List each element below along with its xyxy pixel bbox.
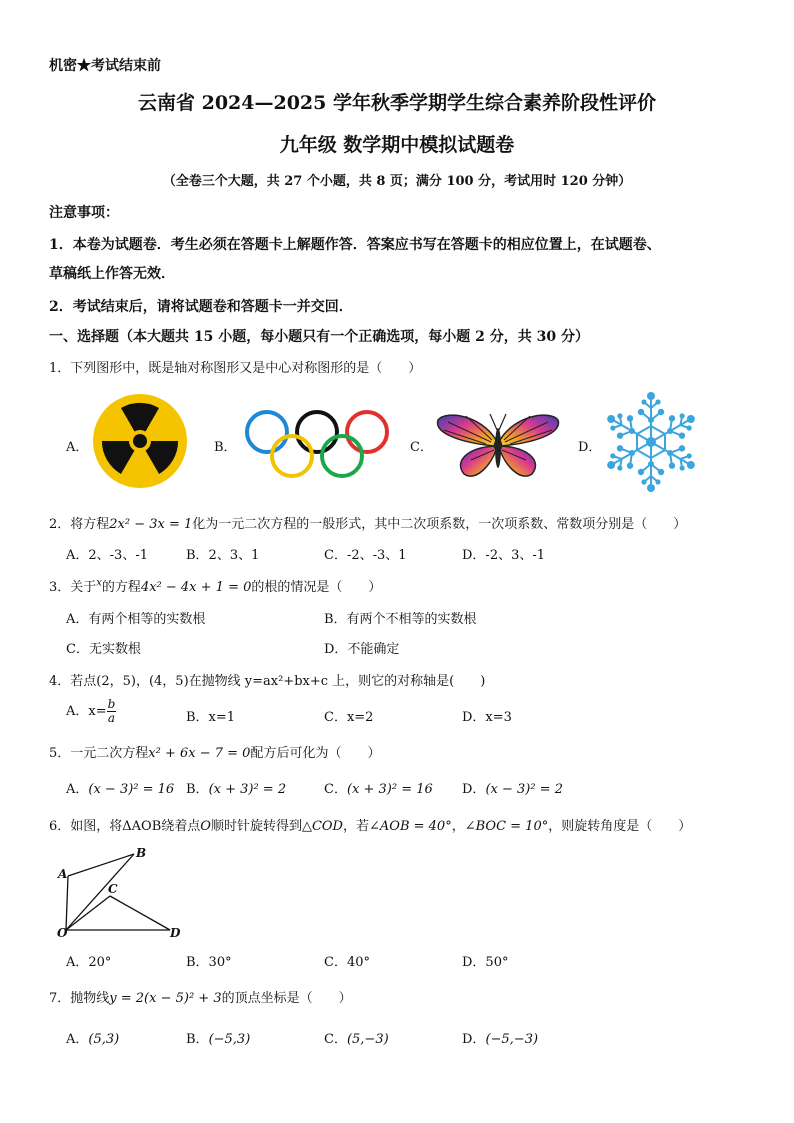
q3-equation: 4x² − 4x + 1 = 0 [140,580,252,595]
q7-stem-post: 的顶点坐标是（ ） [221,991,352,1006]
segment-oa [66,876,68,930]
q5-stem-post: 配方后可化为（ ） [250,746,381,761]
q2-option-a: A．2、-3、-1 [66,548,148,563]
q7-option-a-label: A． [66,1032,89,1047]
radiation-center [133,434,147,448]
q6-triangle-cod: △COD [301,819,343,834]
q3-option-d: D．不能确定 [324,642,400,657]
q2-option-c: C．-2、-3、1 [324,548,407,563]
butterfly-image [436,410,560,480]
q4-option-a-prefix: A．x= [66,704,107,719]
q1-option-d-label: D． [578,440,602,455]
q7-option-b-value: (−5,3) [208,1032,251,1047]
q7-option-c-value: (5,−3) [346,1032,389,1047]
fraction-denominator: a [107,711,116,725]
q7-stem-pre: 7．抛物线 [49,991,110,1006]
q3-stem-post: 的根的情况是（ ） [251,580,382,595]
rotation-figure [56,844,186,938]
label-c: C [108,882,118,896]
q4-option-c: C．x=2 [324,710,374,725]
q4-option-a [66,698,116,725]
q7-option-d-value: (−5,−3) [485,1032,539,1047]
label-a: A [58,867,68,881]
q4-stem: 4．若点(2，5)，(4，5)在抛物线 y=ax²+bx+c 上，则它的对称轴是( ) [49,674,486,689]
q1-stem: 1．下列图形中，既是轴对称图形又是中心对称图形的是（ ） [49,361,422,376]
ring-red [347,412,387,452]
q1-option-c-label: C． [410,440,433,455]
label-d: D [170,926,181,940]
q5-option-c-label: C． [324,782,347,797]
segment-cd [110,896,170,930]
q6-stem-mid2: ，若 [342,819,369,834]
q7-equation: y = 2(x − 5)² + 3 [109,991,222,1006]
q7-option-d-label: D． [462,1032,486,1047]
q3-option-a: A．有两个相等的实数根 [66,612,206,627]
q3-variable: x [96,577,102,589]
label-o: O [57,926,68,940]
q5-stem-pre: 5．一元二次方程 [49,746,149,761]
q6-stem [49,815,691,834]
ring-black [297,412,337,452]
ring-green [322,436,362,476]
q6-angle-boc: ∠BOC = 10° [464,819,549,834]
exam-title-line1: 云南省 2024—2025 学年秋季学期学生综合素养阶段性评价 [138,92,656,114]
q5-option-d-label: D． [462,782,486,797]
q6-stem-pre: 6．如图，将ΔAOB绕着点 [49,819,201,834]
exam-meta: （全卷三个大题，共 27 个小题，共 8 页；满分 100 分，考试用时 120 分钟） [162,174,632,189]
q2-option-d: D．-2、3、-1 [462,548,546,563]
q5-option-b-equation: (x + 3)² = 2 [208,782,287,797]
q4-option-a-fraction [107,698,117,725]
q7-option-c-label: C． [324,1032,347,1047]
q6-option-a: A．20° [66,955,112,970]
q2-stem-post: 化为一元二次方程的一般形式，其中二次项系数，一次项系数、常数项分别是（ ） [192,517,687,532]
q7-option-b-label: B． [186,1032,209,1047]
q5-option-a-equation: (x − 3)² = 16 [88,782,175,797]
q6-option-b: B．30° [186,955,232,970]
q6-angle-aob: ∠AOB = 40° [369,819,452,834]
note-2: 2．考试结束后，请将试题卷和答题卡一并交回． [49,299,353,315]
note-1-line1: 1．本卷为试题卷．考生必须在答题卡上解题作答．答案应书写在答题卡的相应位置上，在试题卷、 [49,237,661,253]
note-1-line2: 草稿纸上作答无效． [49,266,175,282]
q7-option-a-value: (5,3) [88,1032,120,1047]
q6-option-c: C．40° [324,955,370,970]
q5-option-c-equation: (x + 3)² = 16 [346,782,433,797]
q7-stem [49,987,352,1006]
ring-blue [247,412,287,452]
segment-oc [66,896,110,930]
q2-option-b: B．2、3、1 [186,548,260,563]
q4-option-d: D．x=3 [462,710,512,725]
q7-option-b [186,1028,250,1047]
q2-stem-pre: 2．将方程 [49,517,110,532]
exam-title-line2: 九年级 数学期中模拟试题卷 [279,134,515,156]
section1-heading: 一、选择题（本大题共 15 小题，每小题只有一个正确选项，每小题 2 分，共 30 分） [49,329,589,345]
q1-option-b-label: B． [214,440,237,455]
confidential-label: 机密★考试结束前 [49,58,161,74]
q2-equation: 2x² − 3x = 1 [109,517,193,532]
q5-option-a-label: A． [66,782,89,797]
butterfly-antennae [490,414,506,430]
butterfly-wing-left-bottom [461,446,496,476]
ring-yellow [272,436,312,476]
q5-option-c [324,778,433,797]
fraction-numerator: b [107,697,116,711]
radiation-symbol-image [92,393,188,489]
q6-stem-post: ，则旋转角度是（ ） [548,819,692,834]
q5-option-b-label: B． [186,782,209,797]
q2-stem [49,513,686,532]
butterfly-body [495,428,501,468]
q1-option-a-label: A． [66,440,89,455]
q5-option-d-equation: (x − 3)² = 2 [485,782,563,797]
q3-stem-mid: 的方程 [101,580,141,595]
q6-stem-mid: 顺时针旋转得到 [210,819,302,834]
q5-option-d [462,778,563,797]
q3-stem-pre: 3．关于 [49,580,97,595]
q5-option-a [66,778,174,797]
q7-option-d [462,1028,538,1047]
label-b: B [136,846,147,860]
q6-point-o: O [200,819,211,834]
q7-option-a [66,1028,119,1047]
q5-stem [49,742,380,761]
q6-stem-sep: ， [451,819,465,834]
q5-option-b [186,778,286,797]
q3-option-b: B．有两个不相等的实数根 [324,612,477,627]
olympic-rings-image [244,408,390,480]
q7-option-c [324,1028,389,1047]
q4-option-b: B．x=1 [186,710,236,725]
butterfly-wing-right-bottom [500,446,535,476]
q5-equation: x² + 6x − 7 = 0 [148,746,251,761]
snowflake-image [603,390,699,494]
q6-option-d: D．50° [462,955,509,970]
q3-stem [49,576,381,595]
notes-heading: 注意事项： [49,205,119,221]
q3-option-c: C．无实数根 [66,642,141,657]
